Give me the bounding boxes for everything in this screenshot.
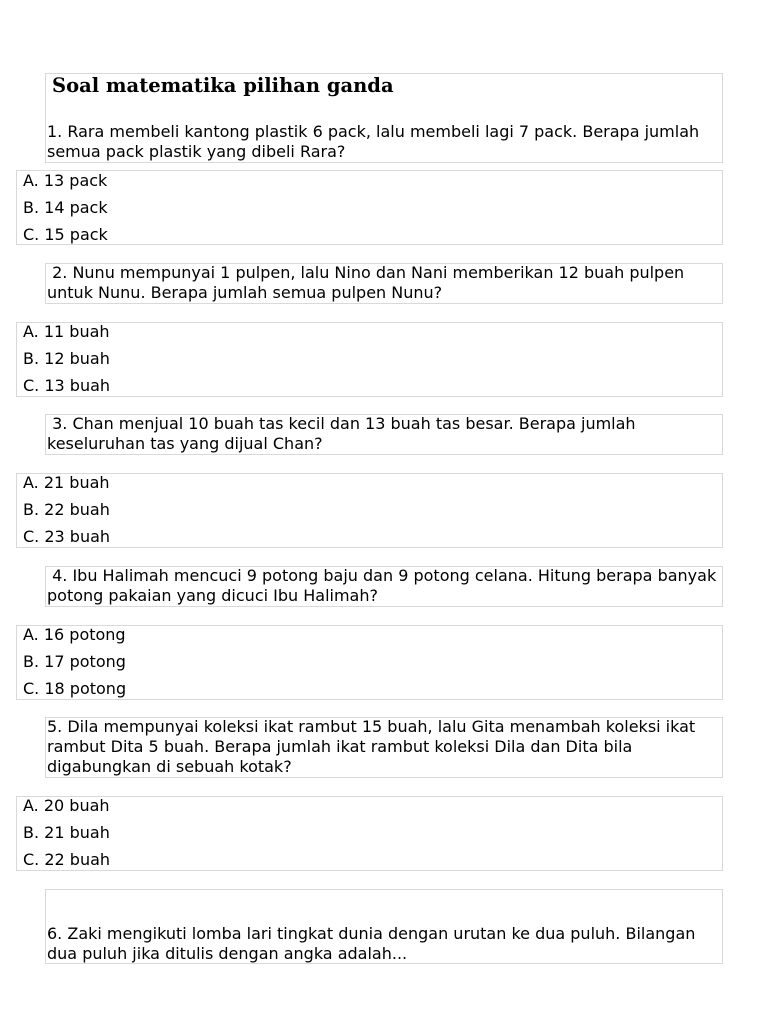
question-1-option-b[interactable]: B. 14 pack (23, 198, 108, 217)
question-3-option-c[interactable]: C. 23 buah (23, 527, 111, 546)
question-4-text: 4. Ibu Halimah mencuci 9 potong baju dan 9 potong celana. Hitung berapa banyak potong pakaian yang dicuci Ibu Halimah? (47, 566, 722, 605)
question-3-text: 3. Chan menjual 10 buah tas kecil dan 13 buah tas besar. Berapa jumlah keseluruhan tas yang dijual Chan? (47, 414, 641, 453)
question-4-option-a[interactable]: A. 16 potong (23, 625, 126, 644)
question-2-option-b[interactable]: B. 12 buah (23, 349, 110, 368)
page-title: Soal matematika pilihan ganda (52, 74, 394, 97)
question-2-options-box (16, 322, 723, 397)
question-5-option-a[interactable]: A. 20 buah (23, 796, 110, 815)
question-1-option-c[interactable]: C. 15 pack (23, 225, 108, 244)
question-4-option-c[interactable]: C. 18 potong (23, 679, 127, 698)
question-5-option-b[interactable]: B. 21 buah (23, 823, 110, 842)
question-1-text: 1. Rara membeli kantong plastik 6 pack, lalu membeli lagi 7 pack. Berapa jumlah semua pack plastik yang dibeli Rara? (47, 122, 705, 161)
question-1-options-box (16, 170, 723, 245)
question-6-text: 6. Zaki mengikuti lomba lari tingkat dunia dengan urutan ke dua puluh. Bilangan dua puluh jika ditulis dengan angka adalah... (47, 924, 701, 963)
question-3-option-b[interactable]: B. 22 buah (23, 500, 110, 519)
question-5-options-box (16, 796, 723, 871)
question-2-option-a[interactable]: A. 11 buah (23, 322, 110, 341)
question-2-text: 2. Nunu mempunyai 1 pulpen, lalu Nino dan Nani memberikan 12 buah pulpen untuk Nunu. Berapa jumlah semua pulpen Nunu? (47, 263, 690, 302)
question-3-options-box (16, 473, 723, 548)
question-3-option-a[interactable]: A. 21 buah (23, 473, 110, 492)
question-4-option-b[interactable]: B. 17 potong (23, 652, 126, 671)
question-1-option-a[interactable]: A. 13 pack (23, 171, 108, 190)
question-5-text: 5. Dila mempunyai koleksi ikat rambut 15 buah, lalu Gita menambah koleksi ikat rambut Dita 5 buah. Berapa jumlah ikat rambut koleksi Dila dan Dita bila digabungkan di sebuah kotak? (47, 717, 701, 776)
question-2-option-c[interactable]: C. 13 buah (23, 376, 111, 395)
question-5-option-c[interactable]: C. 22 buah (23, 850, 111, 869)
